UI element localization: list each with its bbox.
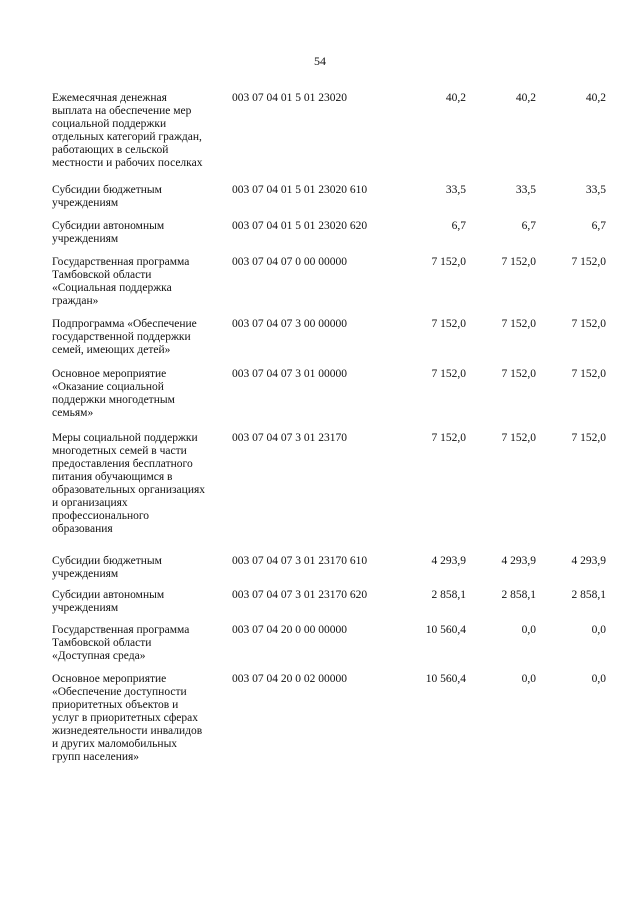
row-value-2: 4 293,9 [501,555,536,567]
row-code: 003 07 04 07 0 00 00000 [232,256,347,268]
row-value-2: 7 152,0 [501,256,536,268]
row-value-3: 33,5 [585,184,606,196]
row-name: Подпрограмма «Обеспечение государственной поддержки семей, имеющих детей» [52,318,197,356]
row-code: 003 07 04 01 5 01 23020 610 [232,184,368,196]
row-value-3: 7 152,0 [571,432,606,444]
row-value-2: 0,0 [521,624,536,636]
row-value-1: 7 152,0 [431,368,466,380]
row-value-3: 0,0 [591,673,606,685]
row-value-2: 6,7 [521,220,536,232]
row-name: Государственная программа Тамбовской области «Социальная поддержка граждан» [52,256,190,307]
row-name: Основное мероприятие «Обеспечение доступности приоритетных объектов и услуг в приоритетных сферах жизнедеятельности инвалидов и других маломобильных групп населения» [52,673,203,763]
row-code: 003 07 04 07 3 01 23170 [232,432,347,444]
row-value-1: 7 152,0 [431,432,466,444]
row-name: Субсидии бюджетным учреждениям [52,555,162,580]
row-value-2: 33,5 [515,184,536,196]
row-code: 003 07 04 20 0 00 00000 [232,624,347,636]
row-value-1: 10 560,4 [425,673,466,685]
row-name: Субсидии автономным учреждениям [52,220,165,245]
row-name: Субсидии автономным учреждениям [52,589,165,614]
row-value-3: 2 858,1 [571,589,606,601]
row-code: 003 07 04 01 5 01 23020 620 [232,220,368,232]
row-value-2: 40,2 [515,92,536,104]
row-value-3: 6,7 [591,220,606,232]
row-value-2: 7 152,0 [501,318,536,330]
row-name: Ежемесячная денежная выплата на обеспечение мер социальной поддержки отдельных категорий граждан, работающих в сельской местности и рабочих поселках [52,92,203,169]
row-value-3: 7 152,0 [571,318,606,330]
row-value-3: 0,0 [591,624,606,636]
row-value-2: 7 152,0 [501,432,536,444]
row-code: 003 07 04 07 3 01 00000 [232,368,347,380]
row-code: 003 07 04 01 5 01 23020 [232,92,347,104]
row-name: Основное мероприятие «Оказание социальной поддержки многодетным семьям» [52,368,175,419]
row-value-1: 6,7 [451,220,466,232]
row-value-2: 0,0 [521,673,536,685]
row-code: 003 07 04 07 3 01 23170 610 [232,555,368,567]
row-code: 003 07 04 07 3 01 23170 620 [232,589,368,601]
row-value-2: 2 858,1 [501,589,536,601]
row-value-3: 40,2 [585,92,606,104]
row-name: Субсидии бюджетным учреждениям [52,184,162,209]
row-value-1: 7 152,0 [431,318,466,330]
row-value-3: 4 293,9 [571,555,606,567]
row-value-1: 7 152,0 [431,256,466,268]
row-value-3: 7 152,0 [571,256,606,268]
row-name: Меры социальной поддержки многодетных семей в части предоставления бесплатного питания обучающимся в образовательных организациях и организациях профессионального образования [52,432,206,535]
row-name: Государственная программа Тамбовской области «Доступная среда» [52,624,190,662]
row-value-3: 7 152,0 [571,368,606,380]
row-value-1: 4 293,9 [431,555,466,567]
row-value-2: 7 152,0 [501,368,536,380]
row-code: 003 07 04 07 3 00 00000 [232,318,347,330]
row-value-1: 33,5 [445,184,466,196]
page-number: 54 [314,54,326,68]
row-code: 003 07 04 20 0 02 00000 [232,673,347,685]
row-value-1: 2 858,1 [431,589,466,601]
row-value-1: 10 560,4 [425,624,466,636]
row-value-1: 40,2 [445,92,466,104]
